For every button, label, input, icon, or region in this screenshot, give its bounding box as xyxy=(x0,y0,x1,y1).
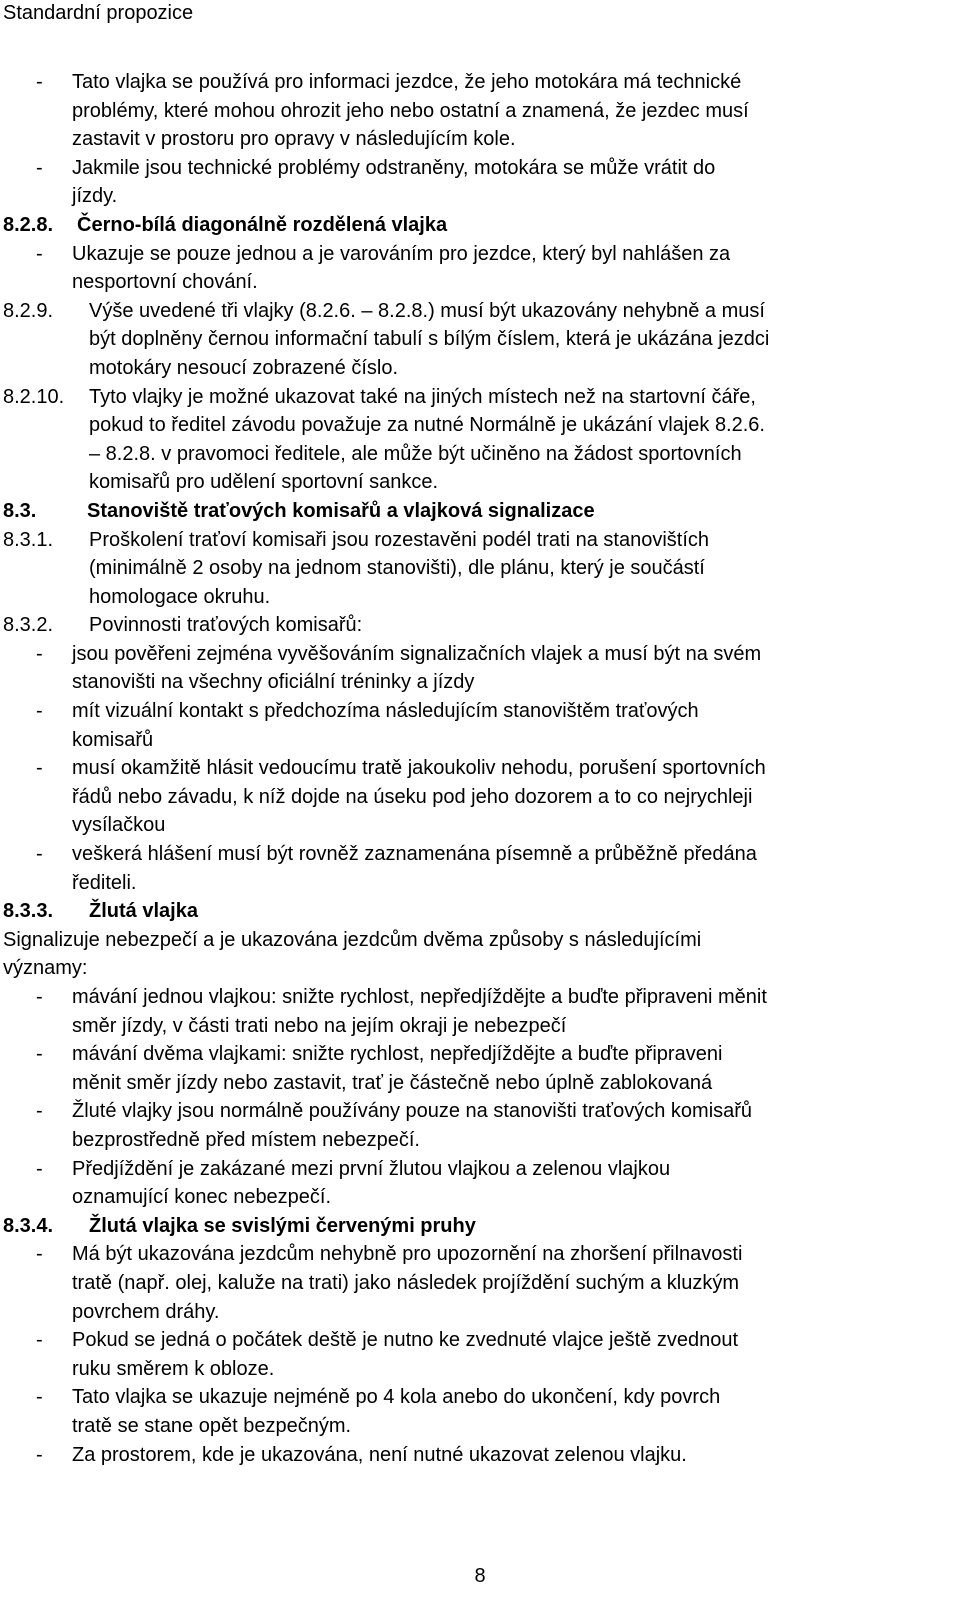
bullet-dash: - xyxy=(36,757,43,780)
list-item xyxy=(0,1155,960,1184)
list-item xyxy=(0,983,960,1012)
section-text: Tyto vlajky je možné ukazovat také na jiných místech než na startovní čáře, xyxy=(89,385,756,408)
list-item-text: řádů nebo závadu, k níž dojde na úseku pod jeho dozorem a to co nejrychleji xyxy=(72,785,753,808)
list-item-text: veškerá hlášení musí být rovněž zaznamenána písemně a průběžně předána xyxy=(72,843,757,866)
section-number: 8.2.8. xyxy=(3,213,54,236)
list-item-text: stanovišti na všechny oficiální tréninky a jízdy xyxy=(72,671,475,694)
list-item-text: Pokud se jedná o počátek deště je nutno ke zvednuté vlajce ještě zvednout xyxy=(72,1329,739,1352)
list-item-text: tratě se stane opět bezpečným. xyxy=(72,1414,352,1437)
list-item xyxy=(0,697,960,726)
section-number: 8.3.1. xyxy=(3,528,54,551)
section-paragraph xyxy=(0,297,960,326)
section-text: homologace okruhu. xyxy=(89,585,271,608)
page-number: 8 xyxy=(474,1565,486,1587)
paragraph-text: významy: xyxy=(3,957,88,980)
section-text: (minimálně 2 osoby na jednom stanovišti), dle plánu, který je součástí xyxy=(89,557,705,580)
list-item xyxy=(0,1383,960,1412)
list-item xyxy=(0,754,960,783)
section-heading xyxy=(0,1212,960,1241)
list-item-text: Ukazuje se pouze jednou a je varováním pro jezdce, který byl nahlášen za xyxy=(72,242,731,265)
paragraph xyxy=(0,926,960,955)
bullet-dash: - xyxy=(36,1100,43,1123)
list-item-text: Tato vlajka se používá pro informaci jezdce, že jeho motokára má technické xyxy=(72,71,742,93)
list-item xyxy=(0,840,960,869)
list-item-text: směr jízdy, v části trati nebo na jejím okraji je nebezpečí xyxy=(72,1014,567,1037)
list-item xyxy=(0,640,960,669)
section-number: 8.3.3. xyxy=(3,900,54,923)
section-heading xyxy=(0,497,960,526)
section-text: – 8.2.8. v pravomoci ředitele, ale může být učiněno na žádost sportovních xyxy=(89,442,742,465)
document-body xyxy=(0,68,960,1469)
bullet-dash: - xyxy=(36,242,43,265)
list-item-text: mít vizuální kontakt s předchozíma následujícím stanovištěm traťových xyxy=(72,700,699,723)
bullet-dash: - xyxy=(36,71,43,93)
bullet-dash: - xyxy=(36,642,43,665)
list-item-text: řediteli. xyxy=(72,871,137,894)
section-text: motokáry nesoucí zobrazené číslo. xyxy=(89,356,399,379)
bullet-dash: - xyxy=(36,156,43,179)
paragraph-text: Signalizuje nebezpečí a je ukazována jezdcům dvěma způsoby s následujícími xyxy=(3,928,702,951)
list-item-text: komisařů xyxy=(72,728,154,751)
section-number: 8.2.10. xyxy=(3,385,65,408)
page-header-title: Standardní propozice xyxy=(3,2,194,24)
list-item xyxy=(0,1441,960,1470)
section-text: Proškolení traťoví komisaři jsou rozestavěni podél trati na stanovištích xyxy=(89,528,710,551)
list-item-text: Má být ukazována jezdcům nehybně pro upozornění na zhoršení přilnavosti xyxy=(72,1243,743,1266)
list-item-text: mávání jednou vlajkou: snižte rychlost, nepředjíždějte a buďte připraveni měnit xyxy=(72,986,767,1008)
section-text: být doplněny černou informační tabulí s bílým číslem, která je ukázána jezdci xyxy=(89,328,770,351)
bullet-dash: - xyxy=(36,986,43,1008)
bullet-dash: - xyxy=(36,843,43,866)
list-item-text: tratě (např. olej, kaluže na trati) jako následek projíždění suchým a kluzkým xyxy=(72,1271,739,1294)
list-item xyxy=(0,1040,960,1069)
list-item xyxy=(0,1240,960,1269)
section-text: Povinnosti traťových komisařů: xyxy=(89,614,363,637)
list-item xyxy=(0,154,960,183)
bullet-dash: - xyxy=(36,700,43,723)
section-heading xyxy=(0,211,960,240)
section-title: Žlutá vlajka xyxy=(89,900,198,923)
section-title: Stanoviště traťových komisařů a vlajková signalizace xyxy=(87,499,595,522)
list-item-text: povrchem dráhy. xyxy=(72,1300,220,1323)
list-item xyxy=(0,1326,960,1355)
section-paragraph xyxy=(0,611,960,640)
list-item-text: měnit směr jízdy nebo zastavit, trať je částečně nebo úplně zablokovaná xyxy=(72,1071,713,1094)
bullet-dash: - xyxy=(36,1386,43,1409)
list-item-text: Jakmile jsou technické problémy odstraněny, motokára se může vrátit do xyxy=(72,156,716,179)
list-item-text: zastavit v prostoru pro opravy v následujícím kole. xyxy=(72,128,516,151)
list-item-text: ruku směrem k obloze. xyxy=(72,1357,275,1380)
list-item-text: Předjíždění je zakázané mezi první žlutou vlajkou a zelenou vlajkou xyxy=(72,1157,671,1180)
list-item-text: oznamující konec nebezpečí. xyxy=(72,1186,332,1209)
list-item-text: mávání dvěma vlajkami: snižte rychlost, nepředjíždějte a buďte připraveni xyxy=(72,1043,723,1066)
section-heading xyxy=(0,897,960,926)
section-text: pokud to ředitel závodu považuje za nutné Normálně je ukázání vlajek 8.2.6. xyxy=(89,414,765,437)
bullet-dash: - xyxy=(36,1243,43,1266)
bullet-dash: - xyxy=(36,1043,43,1066)
section-paragraph xyxy=(0,526,960,555)
list-item-text: Žluté vlajky jsou normálně používány pouze na stanovišti traťových komisařů xyxy=(72,1100,753,1123)
bullet-dash: - xyxy=(36,1329,43,1352)
section-number: 8.3.4. xyxy=(3,1214,54,1237)
bullet-dash: - xyxy=(36,1443,43,1466)
bullet-dash: - xyxy=(36,1157,43,1180)
list-item-text: vysílačkou xyxy=(72,814,166,837)
list-item-text: jízdy. xyxy=(72,185,118,208)
section-number: 8.3. xyxy=(3,499,37,522)
list-item-text: Za prostorem, kde je ukazována, není nutné ukazovat zelenou vlajku. xyxy=(72,1443,687,1466)
section-title: Žlutá vlajka se svislými červenými pruhy xyxy=(89,1214,476,1237)
list-item-text: musí okamžitě hlásit vedoucímu tratě jakoukoliv nehodu, porušení sportovních xyxy=(72,757,766,780)
list-item xyxy=(0,1097,960,1126)
list-item-text: jsou pověřeni zejména vyvěšováním signalizačních vlajek a musí být na svém xyxy=(72,642,762,665)
section-text: Výše uvedené tři vlajky (8.2.6. – 8.2.8.) musí být ukazovány nehybně a musí xyxy=(89,299,765,322)
section-title: Černo-bílá diagonálně rozdělená vlajka xyxy=(77,213,448,236)
list-item-text: problémy, které mohou ohrozit jeho nebo ostatní a znamená, že jezdec musí xyxy=(72,99,749,122)
list-item xyxy=(0,68,960,97)
list-item-text: nesportovní chování. xyxy=(72,271,258,294)
section-number: 8.2.9. xyxy=(3,299,54,322)
list-item xyxy=(0,240,960,269)
section-number: 8.3.2. xyxy=(3,614,54,637)
section-paragraph xyxy=(0,383,960,412)
list-item-text: Tato vlajka se ukazuje nejméně po 4 kola anebo do ukončení, kdy povrch xyxy=(72,1386,721,1409)
list-item-text: bezprostředně před místem nebezpečí. xyxy=(72,1128,420,1151)
section-text: komisařů pro udělení sportovní sankce. xyxy=(89,471,439,494)
